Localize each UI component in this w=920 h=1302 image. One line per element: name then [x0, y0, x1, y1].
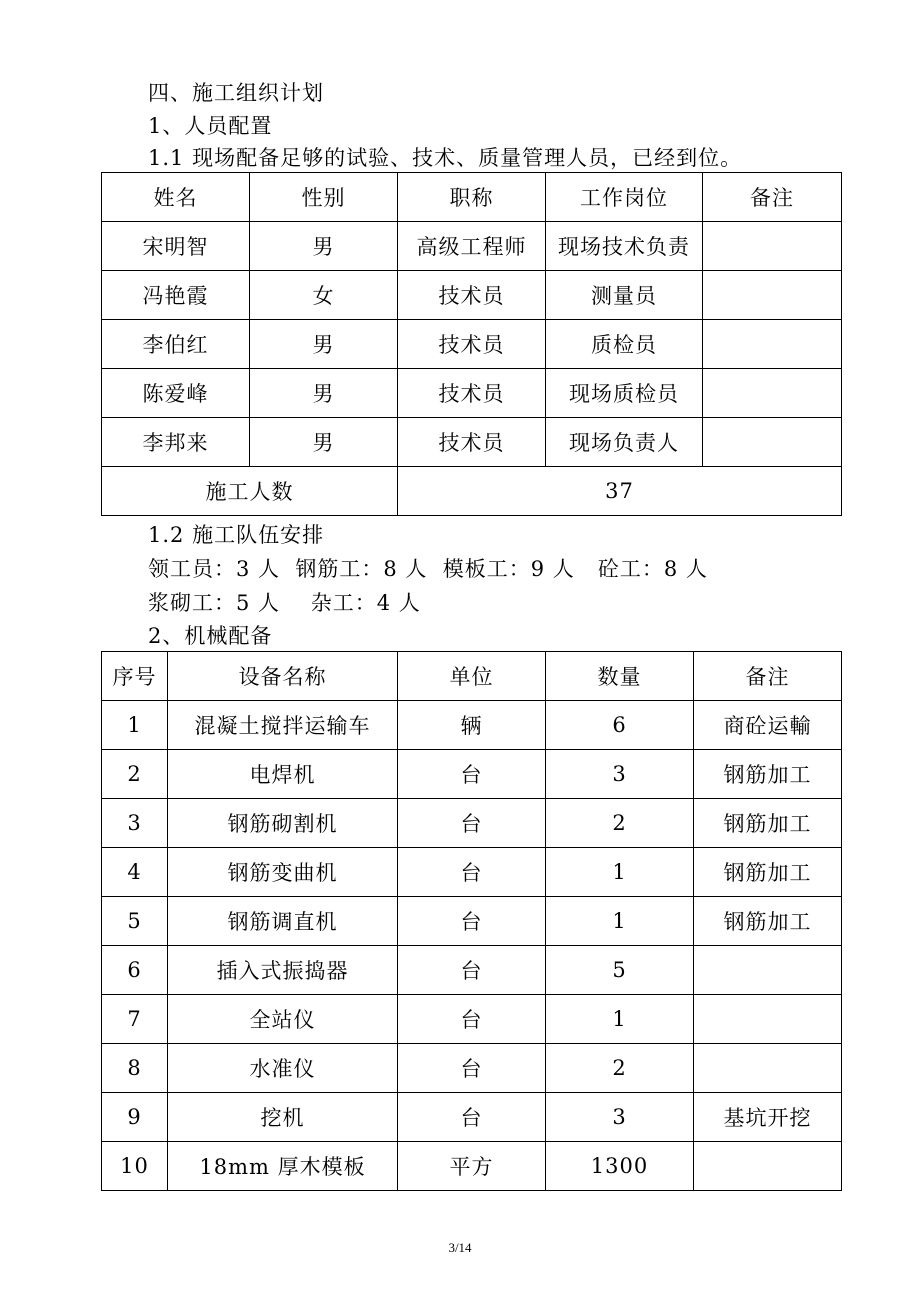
staff-cell [703, 418, 842, 467]
equipment-cell: 插入式振捣器 [168, 946, 398, 995]
equipment-header-cell: 数量 [546, 652, 694, 701]
equipment-cell: 1 [102, 701, 168, 750]
staff-cell: 宋明智 [102, 222, 250, 271]
staff-header-cell: 备注 [703, 173, 842, 222]
equipment-row [102, 750, 842, 799]
equipment-header-cell: 备注 [694, 652, 842, 701]
staff-cell [703, 222, 842, 271]
equipment-cell: 台 [398, 946, 546, 995]
staff-header-cell: 工作岗位 [546, 173, 703, 222]
equipment-cell: 1300 [546, 1142, 694, 1191]
equipment-cell: 钢筋加工 [694, 750, 842, 799]
staff-cell: 李伯红 [102, 320, 250, 369]
equipment-cell: 辆 [398, 701, 546, 750]
section-title: 四、施工组织计划 [148, 81, 324, 105]
equipment-cell: 台 [398, 897, 546, 946]
staff-header-cell: 姓名 [102, 173, 250, 222]
equipment-header-cell: 序号 [102, 652, 168, 701]
equipment-row [102, 1044, 842, 1093]
staff-cell: 现场技术负责 [546, 222, 703, 271]
staff-cell: 质检员 [546, 320, 703, 369]
equipment-cell: 商砼运輸 [694, 701, 842, 750]
staff-row [102, 222, 842, 271]
equipment-row [102, 701, 842, 750]
equipment-cell: 2 [546, 1044, 694, 1093]
staff-cell [703, 320, 842, 369]
equipment-cell: 平方 [398, 1142, 546, 1191]
staff-header-cell: 职称 [398, 173, 546, 222]
staff-total-value: 37 [398, 467, 842, 516]
equipment-row [102, 848, 842, 897]
equipment-cell: 台 [398, 1044, 546, 1093]
staff-cell: 冯艳霞 [102, 271, 250, 320]
equipment-cell: 5 [546, 946, 694, 995]
equipment-row [102, 799, 842, 848]
equipment-cell: 6 [546, 701, 694, 750]
equipment-row [102, 897, 842, 946]
staff-cell: 男 [250, 369, 398, 418]
staff-row [102, 369, 842, 418]
equipment-cell: 1 [546, 995, 694, 1044]
staff-cell [703, 369, 842, 418]
staff-cell: 现场质检员 [546, 369, 703, 418]
subsection-crew-title: 1.2 施工队伍安排 [148, 523, 325, 547]
subsection-machinery-title: 2、机械配备 [148, 624, 273, 648]
staff-cell: 男 [250, 222, 398, 271]
staff-total-row [102, 467, 842, 516]
equipment-cell [694, 1142, 842, 1191]
crew-line-1: 领工员：3 人 钢筋工：8 人 模板工：9 人 砼工：8 人 [148, 557, 708, 581]
equipment-cell: 台 [398, 848, 546, 897]
equipment-cell: 钢筋调直机 [168, 897, 398, 946]
staff-header-row [102, 173, 842, 222]
staff-cell: 陈爱峰 [102, 369, 250, 418]
equipment-cell: 电焊机 [168, 750, 398, 799]
staff-cell: 高级工程师 [398, 222, 546, 271]
subsection-personnel-title: 1、人员配置 [148, 114, 273, 138]
staff-cell: 李邦来 [102, 418, 250, 467]
staff-cell: 现场负责人 [546, 418, 703, 467]
equipment-cell: 7 [102, 995, 168, 1044]
equipment-cell: 3 [546, 750, 694, 799]
equipment-cell: 基坑开挖 [694, 1093, 842, 1142]
equipment-cell: 10 [102, 1142, 168, 1191]
equipment-row [102, 995, 842, 1044]
staff-cell: 男 [250, 320, 398, 369]
equipment-cell: 18mm 厚木模板 [168, 1142, 398, 1191]
staff-cell [703, 271, 842, 320]
equipment-cell: 1 [546, 897, 694, 946]
staff-cell: 技术员 [398, 369, 546, 418]
crew-line-2: 浆砌工：5 人 杂工：4 人 [148, 591, 421, 615]
equipment-row [102, 1093, 842, 1142]
equipment-cell: 2 [546, 799, 694, 848]
equipment-cell: 钢筋加工 [694, 799, 842, 848]
equipment-cell: 9 [102, 1093, 168, 1142]
equipment-cell: 钢筋加工 [694, 848, 842, 897]
equipment-cell: 钢筋砌割机 [168, 799, 398, 848]
equipment-cell: 钢筋加工 [694, 897, 842, 946]
equipment-cell [694, 946, 842, 995]
equipment-header-row [102, 652, 842, 701]
staff-table [101, 172, 842, 516]
equipment-cell: 台 [398, 799, 546, 848]
equipment-cell: 全站仪 [168, 995, 398, 1044]
equipment-header-cell: 单位 [398, 652, 546, 701]
equipment-cell: 1 [546, 848, 694, 897]
equipment-cell: 钢筋变曲机 [168, 848, 398, 897]
equipment-cell: 水准仪 [168, 1044, 398, 1093]
staff-cell: 测量员 [546, 271, 703, 320]
equipment-cell: 台 [398, 1093, 546, 1142]
equipment-header-cell: 设备名称 [168, 652, 398, 701]
staff-row [102, 418, 842, 467]
equipment-table [101, 651, 842, 1191]
staff-cell: 技术员 [398, 418, 546, 467]
page-number: 3/14 [448, 1240, 472, 1255]
staff-cell: 男 [250, 418, 398, 467]
subsection-staff-note: 1.1 现场配备足够的试验、技术、质量管理人员，已经到位。 [148, 146, 743, 170]
equipment-cell: 3 [102, 799, 168, 848]
equipment-cell: 4 [102, 848, 168, 897]
equipment-cell [694, 995, 842, 1044]
staff-row [102, 271, 842, 320]
equipment-cell: 台 [398, 750, 546, 799]
equipment-cell: 3 [546, 1093, 694, 1142]
equipment-row [102, 1142, 842, 1191]
equipment-cell: 8 [102, 1044, 168, 1093]
equipment-cell: 5 [102, 897, 168, 946]
equipment-cell: 6 [102, 946, 168, 995]
equipment-cell: 混凝土搅拌运输车 [168, 701, 398, 750]
staff-total-label: 施工人数 [102, 467, 398, 516]
equipment-row [102, 946, 842, 995]
staff-cell: 技术员 [398, 320, 546, 369]
staff-cell: 技术员 [398, 271, 546, 320]
equipment-cell [694, 1044, 842, 1093]
equipment-cell: 2 [102, 750, 168, 799]
equipment-cell: 台 [398, 995, 546, 1044]
staff-cell: 女 [250, 271, 398, 320]
staff-row [102, 320, 842, 369]
staff-header-cell: 性别 [250, 173, 398, 222]
equipment-cell: 挖机 [168, 1093, 398, 1142]
